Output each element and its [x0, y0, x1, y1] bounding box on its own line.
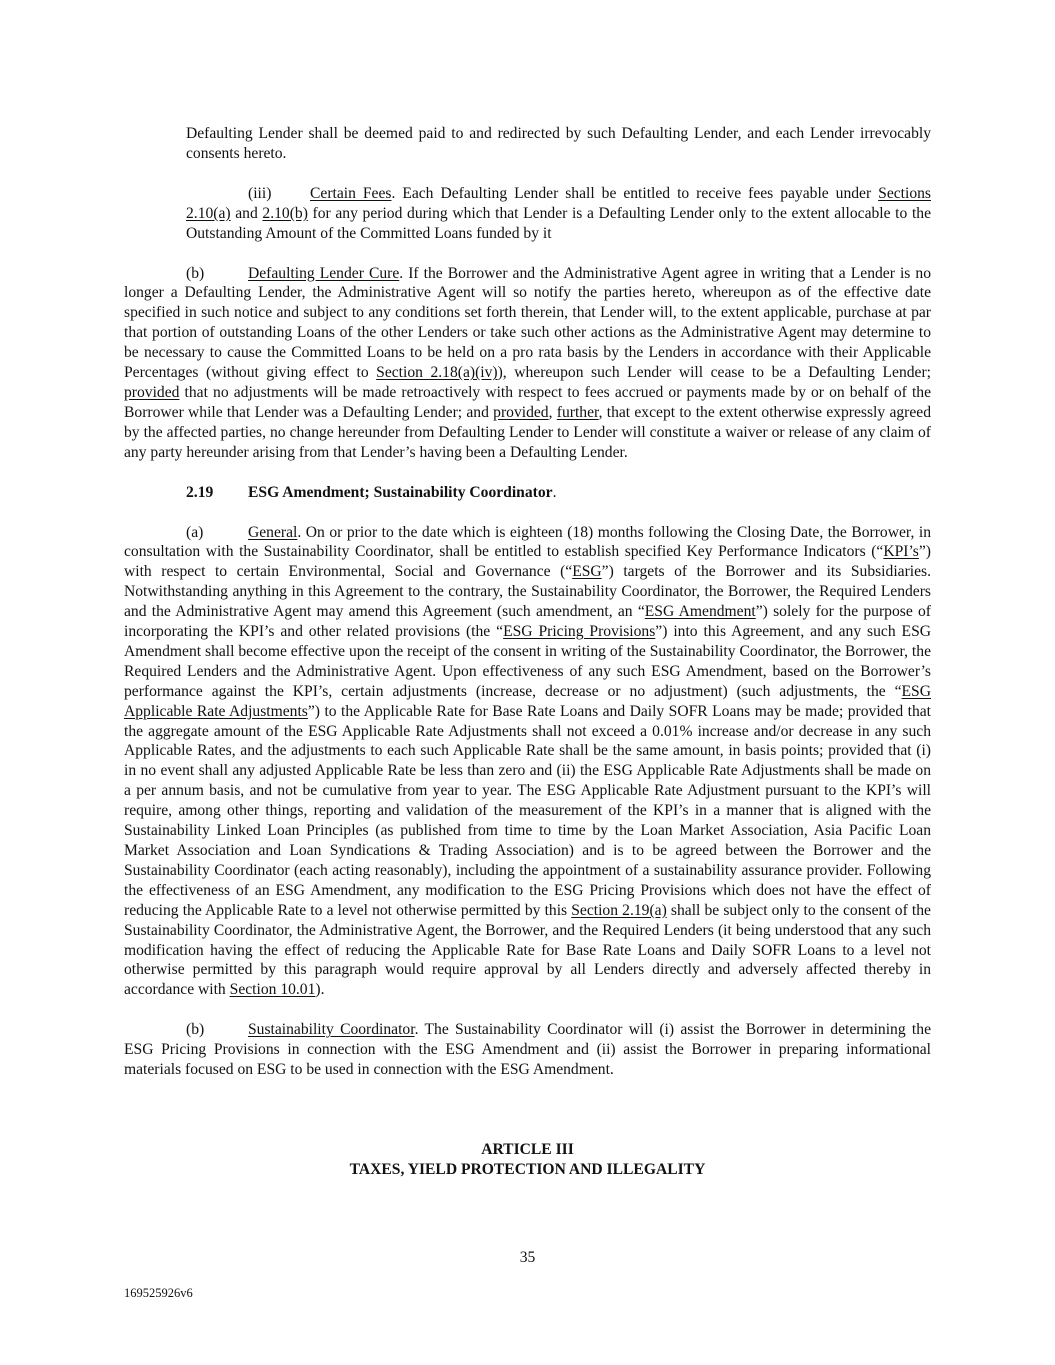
paragraph-general	[124, 523, 931, 1001]
clause-label-b: (b)	[186, 264, 205, 282]
clause-label-b: (b)	[186, 1021, 205, 1039]
text: . On or prior to the date which is eighteen (18) months following the Closing Date, the Borrower, in consultation with the Sustainability Coordinator, shall be entitled to establish specified Key Performance Indicators (“	[124, 523, 931, 561]
text: ”) to the Applicable Rate for Base Rate Loans and Daily SOFR Loans may be made; provided that the aggregate amount of the ESG Applicable Rate Adjustments shall not exceed a 0.01% increase and/or decrease in any such Applicable Rates, and the adjustments to each such Applicable Rate shall be the same amount, in basis points; provided that (i) in no event shall any adjusted Applicable Rate be less than zero and (ii) the ESG Applicable Rate Adjustments shall be made on a per annum basis, and not be cumulative from year to year. The ESG Applicable Rate Adjustment pursuant to the KPI’s will require, among other things, reporting and validation of the measurement of the KPI’s in a manner that is aligned with the Sustainability Linked Loan Principles (as published from time to time by the Loan Market Association, Asia Pacific Loan Market Association and Loan Syndications & Trading Association) and is to be agreed between the Borrower and the Sustainability Coordinator (each acting reasonably), including the appointment of a sustainability assurance provider. Following the effectiveness of an ESG Amendment, any modification to the ESG Pricing Provisions which does not have the effect of reducing the Applicable Rate to a level not otherwise permitted by this	[124, 702, 931, 919]
text: that no adjustments will be made retroactively with respect to fees accrued or payments made by or on behalf of the Borrower while that Lender was a Defaulting Lender; and	[124, 383, 931, 421]
cross-ref-2-18a-iv: Section 2.18(a)(iv)	[376, 364, 498, 382]
heading-certain-fees: Certain Fees	[310, 184, 392, 202]
article-number: ARTICLE III	[481, 1140, 574, 1158]
section-number: 2.19	[186, 483, 214, 501]
term-further: further	[556, 403, 599, 421]
cross-ref-2-19a: Section 2.19(a)	[571, 901, 667, 919]
text: ,	[548, 403, 557, 421]
heading-defaulting-lender-cure: Defaulting Lender Cure	[248, 264, 400, 282]
paragraph-sustainability-coordinator	[124, 1020, 931, 1080]
defined-term-esg: ESG	[572, 563, 602, 581]
heading-sustainability-coordinator: Sustainability Coordinator	[248, 1021, 415, 1039]
section-title: ESG Amendment; Sustainability Coordinator	[248, 483, 553, 501]
cross-ref-2-10a: Sections 2.10(a)	[186, 184, 931, 222]
text: ”) solely for the purpose of incorporating the KPI’s and other related provisions (the “	[124, 603, 931, 641]
document-id: 169525926v6	[124, 1286, 193, 1300]
term-provided: provided	[124, 383, 180, 401]
defined-term-kpis: KPI’s	[883, 543, 919, 561]
text: for any period during which that Lender is a Defaulting Lender only to the extent allocable to the Outstanding Amount of the Committed Loans funded by it	[186, 204, 932, 242]
section-heading-2-19	[124, 483, 931, 503]
paragraph-certain-fees	[124, 184, 931, 244]
page-number: 35	[519, 1249, 536, 1266]
text: ”) into this Agreement, and any such ESG Amendment shall become effective upon the receipt of the consent in writing of the Sustainability Coordinator, the Borrower, the Required Lenders and the Administrative Agent. Upon effectiveness of any such ESG Amendment, based on the Borrower’s performance against the KPI’s, certain adjustments (increase, decrease or no adjustment) (such adjustments, the “	[124, 623, 932, 700]
paragraph-continuation	[124, 124, 931, 164]
text: and	[230, 204, 263, 222]
article-title: TAXES, YIELD PROTECTION AND ILLEGALITY	[349, 1160, 706, 1178]
defined-term-esg-rate-adjustments: ESG Applicable Rate Adjustments	[124, 682, 931, 720]
text: ).	[315, 981, 325, 999]
term-provided: provided	[493, 403, 549, 421]
defined-term-esg-amendment: ESG Amendment	[644, 603, 756, 621]
text: . Each Defaulting Lender shall be entitled to receive fees payable under	[391, 184, 879, 202]
text: . The Sustainability Coordinator will (i) assist the Borrower in determining the ESG Pricing Provisions in connection with the ESG Amendment and (ii) assist the Borrower in preparing informational materials focused on ESG to be used in connection with the ESG Amendment.	[124, 1021, 931, 1079]
paragraph-defaulting-lender-cure	[124, 264, 931, 463]
continuation-text: Defaulting Lender shall be deemed paid to and redirected by such Defaulting Lender, and each Lender irrevocably consents hereto.	[186, 125, 931, 162]
heading-general: General	[248, 523, 298, 541]
defined-term-esg-pricing-provisions: ESG Pricing Provisions	[503, 623, 656, 641]
text: , that except to the extent otherwise expressly agreed by the affected parties, no change hereunder from Defaulting Lender to Lender will constitute a waiver or release of any claim of any party hereunder arising from that Lender’s having been a Defaulting Lender.	[124, 403, 931, 461]
text: ), whereupon such Lender will cease to be a Defaulting Lender;	[497, 364, 931, 382]
cross-ref-2-10b: 2.10(b)	[262, 204, 308, 222]
text: . If the Borrower and the Administrative Agent agree in writing that a Lender is no longer a Defaulting Lender, the Administrative Agent will so notify the parties hereto, whereupon as of the effective date specified in such notice and subject to any conditions set forth therein, that Lender will, to the extent applicable, purchase at par that portion of outstanding Loans of the other Lenders or take such other actions as the Administrative Agent may determine to be necessary to cause the Committed Loans to be held on a pro rata basis by the Lenders in accordance with their Applicable Percentages (without giving effect to	[124, 264, 932, 382]
text: ”) targets of the Borrower and its Subsidiaries. Notwithstanding anything in this Agreement to the contrary, the Sustainability Coordinator, the Borrower, the Required Lenders and the Administrative Agent may amend this Agreement (such amendment, an “	[124, 563, 931, 621]
document-body	[124, 124, 931, 1180]
text: shall be subject only to the consent of the Sustainability Coordinator, the Administrative Agent, the Borrower, and the Required Lenders (it being understood that any such modification having the effect of reducing the Applicable Rate for Base Rate Loans and Daily SOFR Loans to a level not otherwise permitted by this paragraph would require approval by all Lenders directly and adversely affected thereby in accordance with	[124, 901, 931, 999]
text: ”) with respect to certain Environmental, Social and Governance (“	[124, 543, 931, 581]
clause-label-iii: (iii)	[248, 184, 272, 202]
clause-label-a: (a)	[186, 523, 204, 541]
text: .	[552, 483, 557, 501]
cross-ref-10-01: Section 10.01	[229, 981, 316, 999]
